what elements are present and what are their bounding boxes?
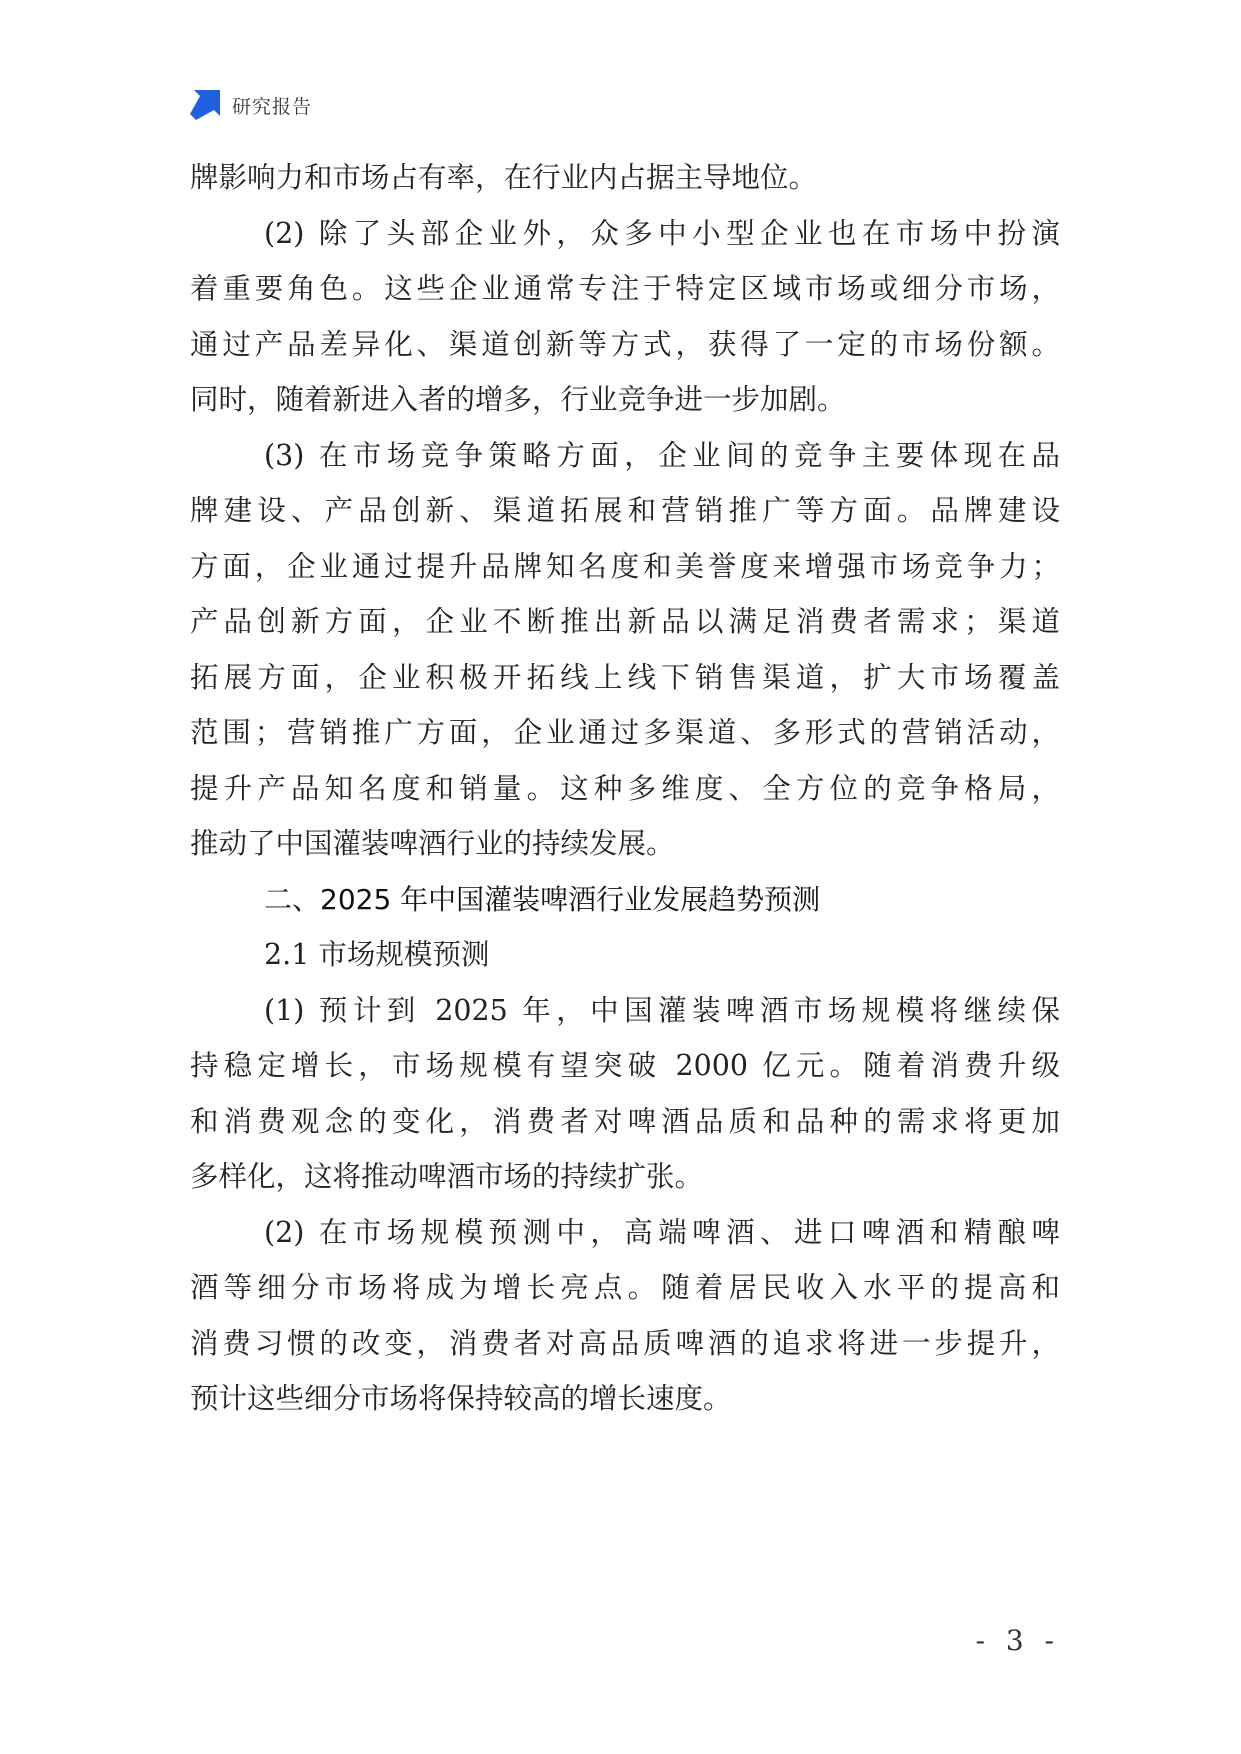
paragraph-line: 和消费观念的变化，消费者对啤酒品质和品种的需求将更加 bbox=[190, 1105, 1060, 1138]
arrow-up-right-logo-icon bbox=[188, 88, 222, 122]
paragraph-line: (1) 预计到 2025 年，中国灌装啤酒市场规模将继续保 bbox=[264, 994, 1060, 1027]
paragraph-line: 着重要角色。这些企业通常专注于特定区域市场或细分市场， bbox=[190, 272, 1060, 305]
paragraph-line: 酒等细分市场将成为增长亮点。随着居民收入水平的提高和 bbox=[190, 1271, 1060, 1304]
paragraph-line: (2) 在市场规模预测中，高端啤酒、进口啤酒和精酿啤 bbox=[264, 1216, 1060, 1249]
paragraph-line: 提升产品知名度和销量。这种多维度、全方位的竞争格局， bbox=[190, 772, 1060, 805]
paragraph-line: 拓展方面，企业积极开拓线上线下销售渠道，扩大市场覆盖 bbox=[190, 661, 1060, 694]
paragraph-line: 范围；营销推广方面，企业通过多渠道、多形式的营销活动， bbox=[190, 716, 1060, 749]
paragraph-line: 同时，随着新进入者的增多，行业竞争进一步加剧。 bbox=[190, 383, 846, 416]
paragraph-line: 产品创新方面，企业不断推出新品以满足消费者需求；渠道 bbox=[190, 605, 1060, 638]
paragraph-line: 推动了中国灌装啤酒行业的持续发展。 bbox=[190, 827, 675, 860]
paragraph-line: 通过产品差异化、渠道创新等方式，获得了一定的市场份额。 bbox=[190, 328, 1060, 361]
paragraph-line: 消费习惯的改变，消费者对高品质啤酒的追求将进一步提升， bbox=[190, 1327, 1060, 1360]
paragraph-line: 牌建设、产品创新、渠道拓展和营销推广等方面。品牌建设 bbox=[190, 494, 1060, 527]
paragraph-line: 持稳定增长，市场规模有望突破 2000 亿元。随着消费升级 bbox=[190, 1049, 1060, 1082]
paragraph-line: (2) 除了头部企业外，众多中小型企业也在市场中扮演 bbox=[264, 217, 1060, 250]
paragraph-line: 多样化，这将推动啤酒市场的持续扩张。 bbox=[190, 1160, 704, 1193]
subsection-heading: 2.1 市场规模预测 bbox=[264, 938, 490, 971]
header-title: 研究报告 bbox=[232, 95, 313, 118]
page-number: - 3 - bbox=[975, 1624, 1060, 1657]
section-heading: 二、2025 年中国灌装啤酒行业发展趋势预测 bbox=[264, 883, 821, 916]
report-header bbox=[188, 88, 312, 122]
paragraph-line: 方面，企业通过提升品牌知名度和美誉度来增强市场竞争力； bbox=[190, 550, 1060, 583]
paragraph-line: 牌影响力和市场占有率，在行业内占据主导地位。 bbox=[190, 161, 818, 194]
paragraph-line: 预计这些细分市场将保持较高的增长速度。 bbox=[190, 1382, 732, 1415]
paragraph-line: (3) 在市场竞争策略方面，企业间的竞争主要体现在品 bbox=[264, 439, 1060, 472]
